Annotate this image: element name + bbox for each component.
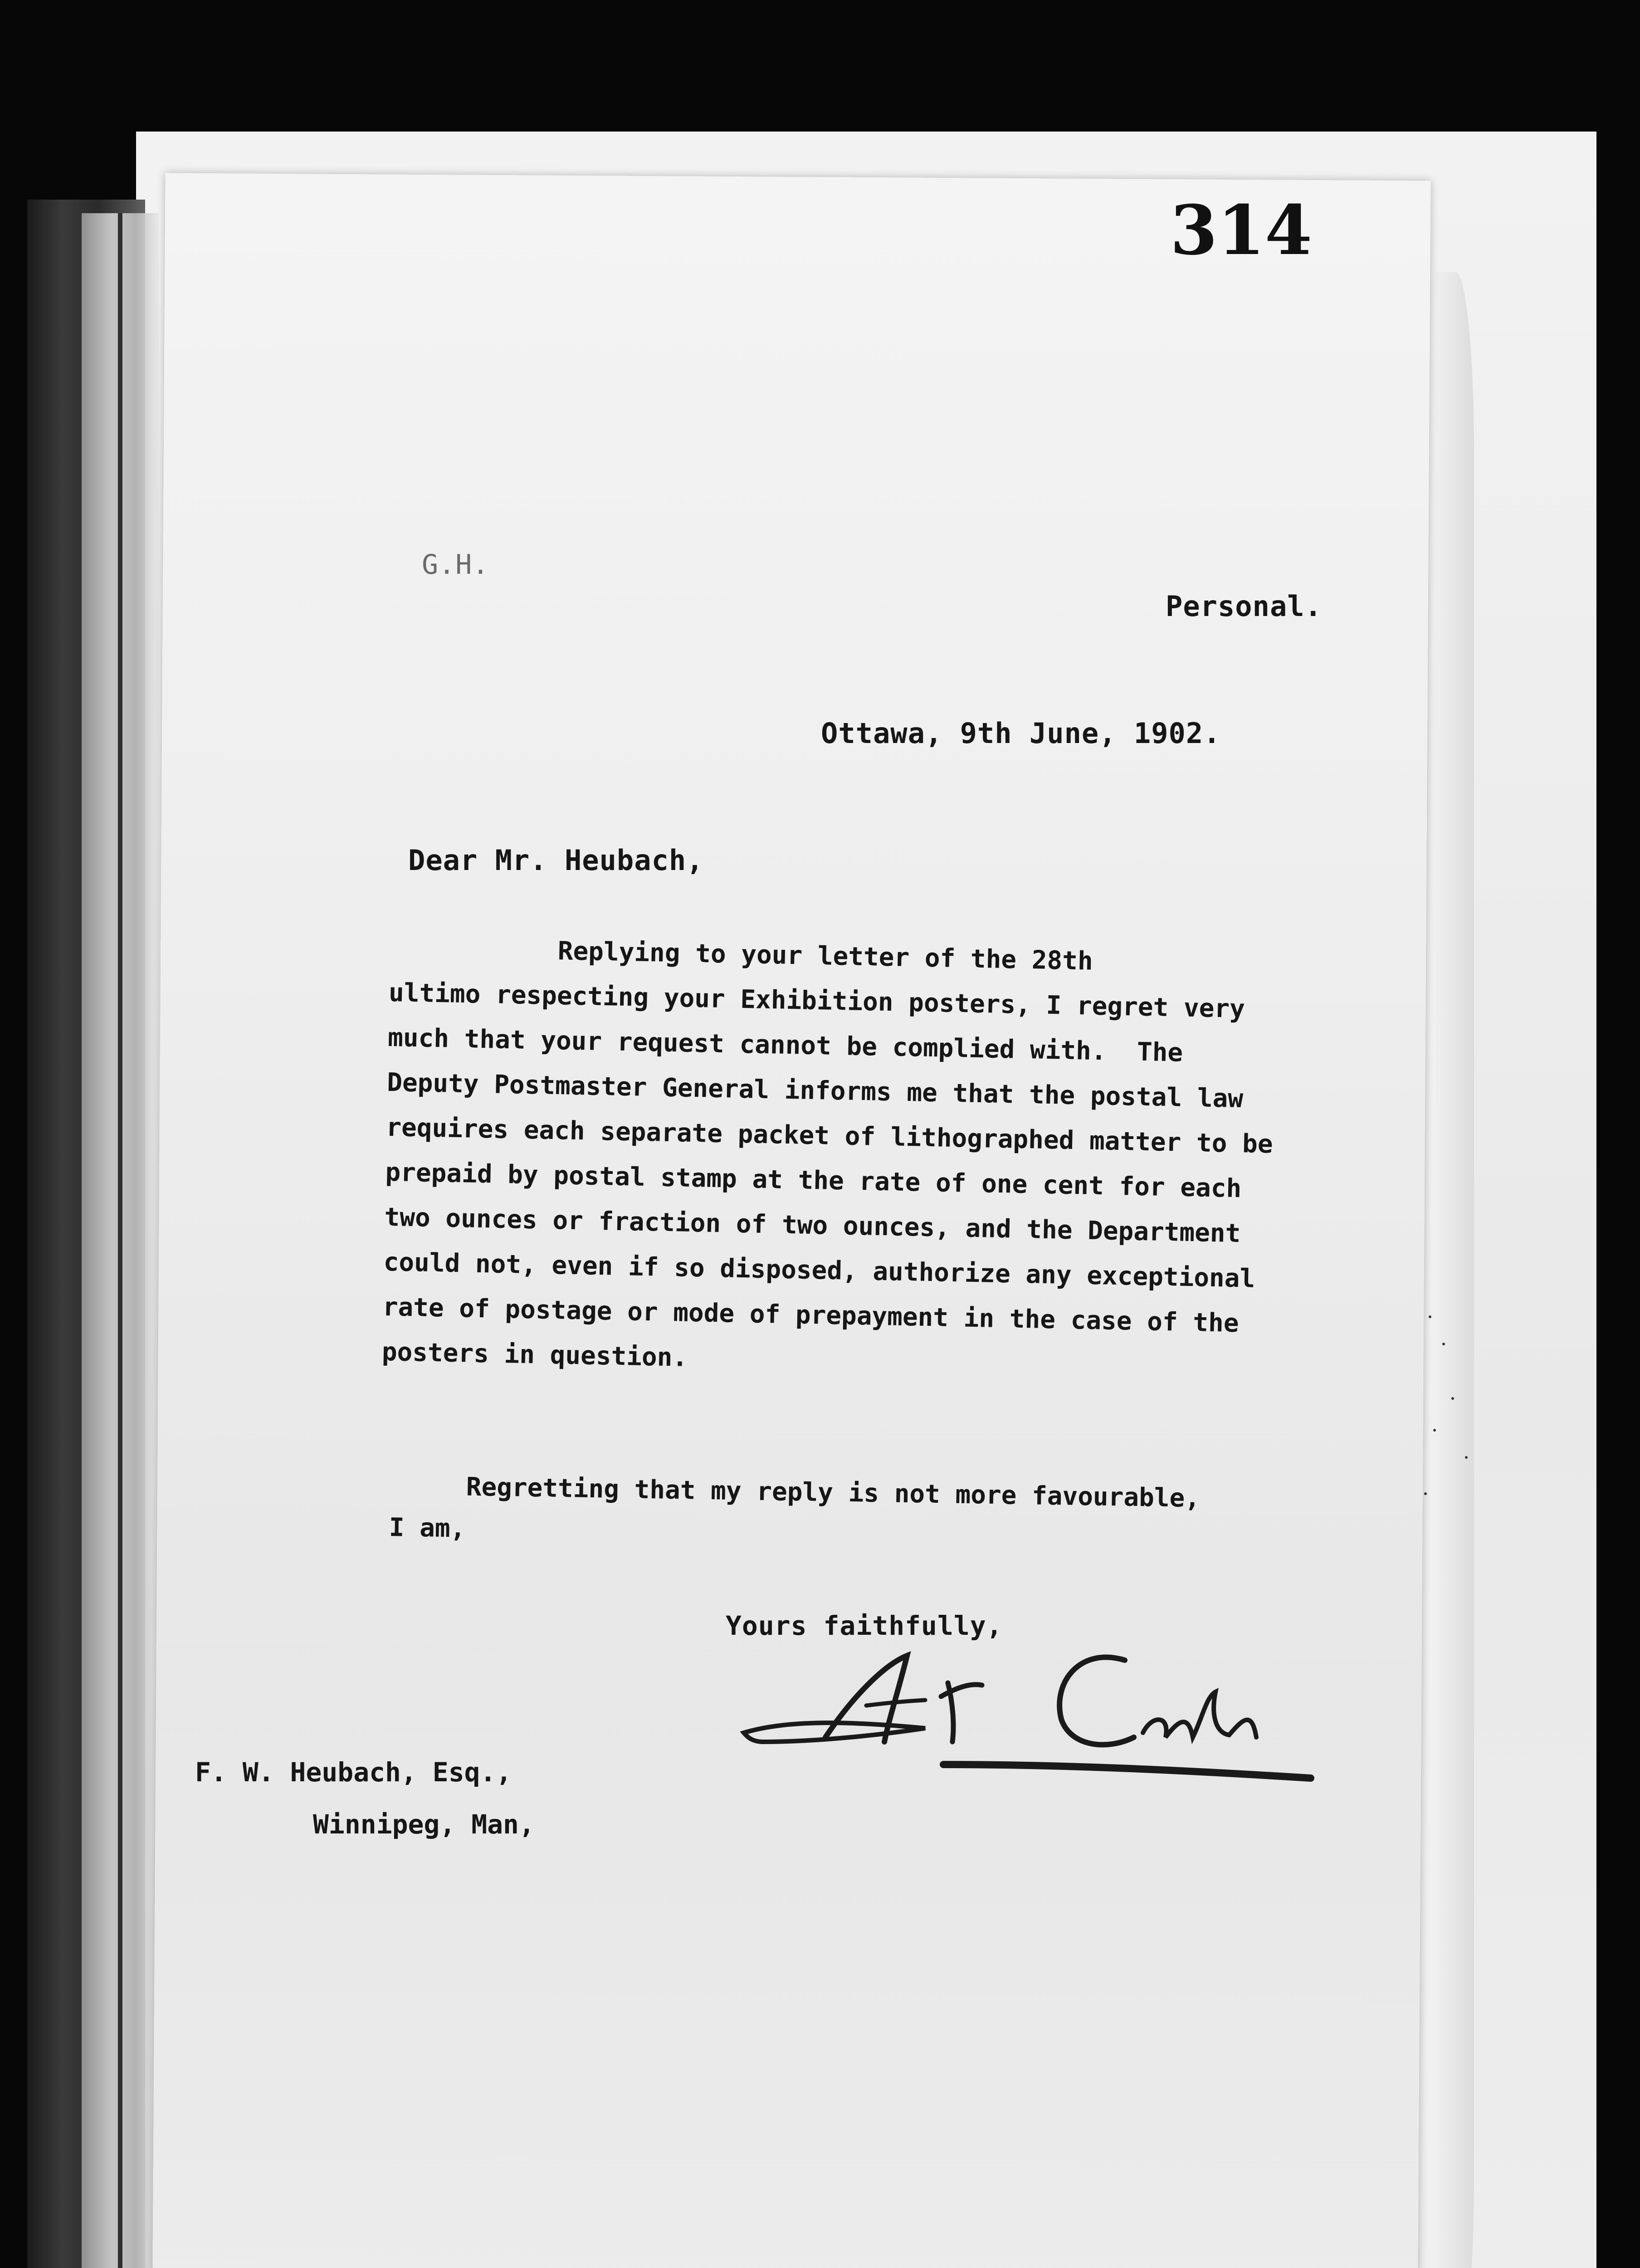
- speck: [1433, 1429, 1436, 1432]
- reference-initials: G.H.: [422, 549, 489, 581]
- handwritten-signature: [735, 1628, 1324, 1819]
- body-line: rate of postage or mode of prepayment in the case of the: [382, 1292, 1240, 1339]
- speck: [1429, 1315, 1431, 1318]
- body-line: much that your request cannot be complied with. The: [387, 1022, 1183, 1068]
- classification-mark: Personal.: [1166, 590, 1322, 623]
- page-number: 314: [1170, 191, 1313, 270]
- body-line: could not, even if so disposed, authorize any exceptional: [383, 1247, 1255, 1294]
- page-edge-line: [118, 213, 122, 2268]
- body-line: prepaid by postal stamp at the rate of one cent for each: [385, 1157, 1242, 1204]
- closing-line: I am,: [389, 1512, 466, 1544]
- body-line: requires each separate packet of lithographed matter to be: [386, 1112, 1274, 1159]
- dateline: Ottawa, 9th June, 1902.: [821, 717, 1221, 750]
- salutation: Dear Mr. Heubach,: [408, 844, 704, 877]
- closing-line: Regretting that my reply is not more favourable,: [389, 1471, 1201, 1514]
- speck: [1442, 1343, 1445, 1345]
- addressee-place: Winnipeg, Man,: [313, 1809, 535, 1840]
- speck: [1451, 1397, 1454, 1400]
- body-line: posters in question.: [381, 1337, 688, 1373]
- speck: [1465, 1456, 1468, 1459]
- body-line: Deputy Postmaster General informs me that the postal law: [386, 1067, 1244, 1114]
- body-line: ultimo respecting your Exhibition posters, I regret very: [388, 978, 1245, 1024]
- addressee-name: F. W. Heubach, Esq.,: [195, 1757, 512, 1788]
- body-line: Replying to your letter of the 28th: [389, 933, 1093, 976]
- closing-paragraph: [389, 1465, 1201, 1561]
- valediction: Yours faithfully,: [726, 1610, 1003, 1641]
- letter-body: [381, 925, 1361, 1393]
- body-line: two ounces or fraction of two ounces, and the Department: [384, 1202, 1241, 1249]
- speck: [1424, 1492, 1427, 1495]
- addressee-block: [195, 1746, 535, 1851]
